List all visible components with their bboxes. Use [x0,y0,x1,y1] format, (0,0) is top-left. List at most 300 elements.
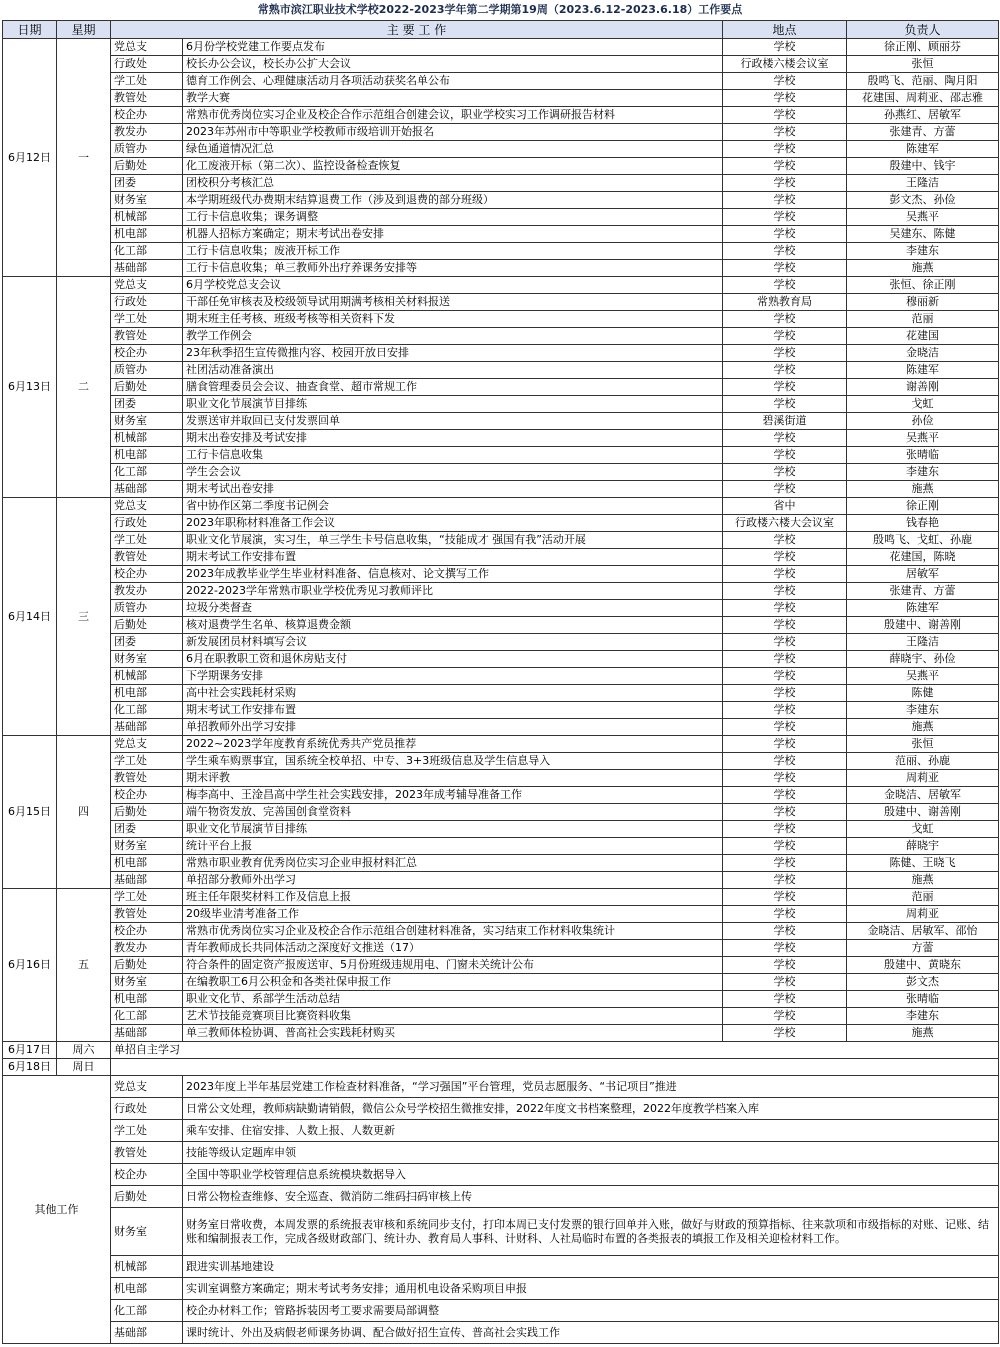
department-cell: 基础部 [111,1322,183,1344]
person-cell: 张建青、方蕾 [847,583,999,600]
task-cell: 学生会会议 [183,464,723,481]
table-row [3,634,999,651]
task-cell: 期末考试工作安排布置 [183,549,723,566]
place-cell: 学校 [723,243,847,260]
department-cell: 基础部 [111,1025,183,1042]
department-cell: 基础部 [111,260,183,277]
task-cell: 社团活动准备演出 [183,362,723,379]
task-cell: 班主任年限奖材料工作及信息上报 [183,889,723,906]
place-cell: 学校 [723,719,847,736]
header-place: 地点 [723,21,847,39]
table-row [3,770,999,787]
department-cell: 学工处 [111,311,183,328]
place-cell: 学校 [723,260,847,277]
department-cell: 党总支 [111,277,183,294]
table-row [3,277,999,294]
place-cell: 学校 [723,923,847,940]
department-cell: 校企办 [111,787,183,804]
place-cell: 学校 [723,668,847,685]
task-cell: 期末班主任考核、班级考核等相关资料下发 [183,311,723,328]
header-row [3,21,999,39]
table-row [3,719,999,736]
department-cell: 团委 [111,175,183,192]
person-cell: 戈虹 [847,821,999,838]
table-row [3,566,999,583]
department-cell: 财务室 [111,192,183,209]
date-cell: 6月12日 [3,39,57,277]
person-cell: 吴燕平 [847,209,999,226]
place-cell: 学校 [723,1008,847,1025]
task-cell: 省中协作区第二季度书记例会 [183,498,723,515]
person-cell: 孙俭 [847,413,999,430]
task-cell: 核对退费学生名单、核算退费金额 [183,617,723,634]
table-row [3,447,999,464]
person-cell: 吴建东、陈健 [847,226,999,243]
place-cell: 学校 [723,770,847,787]
person-cell: 殷建中、谢善刚 [847,804,999,821]
weekday-cell: 周日 [57,1059,111,1076]
place-cell: 学校 [723,702,847,719]
place-cell: 学校 [723,124,847,141]
department-cell: 教管处 [111,328,183,345]
weekend-task-cell [111,1059,999,1076]
department-cell: 质管办 [111,362,183,379]
department-cell: 党总支 [111,1076,183,1098]
place-cell: 行政楼六楼大会议室 [723,515,847,532]
place-cell: 学校 [723,362,847,379]
department-cell: 校企办 [111,107,183,124]
task-cell: 学生乘车购票事宜，国系统全校单招、中专、3+3班级信息及学生信息导入 [183,753,723,770]
task-cell: 新发展团员材料填写会议 [183,634,723,651]
table-row [3,260,999,277]
task-cell: 单三教师体检协调、普高社会实践耗材购买 [183,1025,723,1042]
place-cell: 学校 [723,481,847,498]
person-cell: 施燕 [847,719,999,736]
table-row [3,56,999,73]
task-cell: 常熟市优秀岗位实习企业及校企合作示范组合创建材料准备，实习结束工作材料收集统计 [183,923,723,940]
person-cell: 金晓洁、居敏军、邵怡 [847,923,999,940]
person-cell: 李建东 [847,464,999,481]
place-cell: 学校 [723,39,847,56]
department-cell: 后勤处 [111,804,183,821]
person-cell: 徐正刚、顾丽芬 [847,39,999,56]
task-cell: 校企办材料工作；管路拆装因考工要求需要局部调整 [183,1300,999,1322]
department-cell: 化工部 [111,464,183,481]
weekday-cell: 四 [57,736,111,889]
other-work-row [3,1278,999,1300]
department-cell: 教管处 [111,906,183,923]
place-cell: 学校 [723,787,847,804]
date-cell: 6月18日 [3,1059,57,1076]
place-cell: 学校 [723,838,847,855]
task-cell: 统计平台上报 [183,838,723,855]
table-row [3,328,999,345]
person-cell: 张建青、方蕾 [847,124,999,141]
table-row [3,39,999,56]
person-cell: 殷建中、黄晓东 [847,957,999,974]
person-cell: 徐正刚 [847,498,999,515]
table-row [3,294,999,311]
task-cell: 常熟市职业教育优秀岗位实习企业申报材料汇总 [183,855,723,872]
department-cell: 党总支 [111,39,183,56]
table-row [3,685,999,702]
place-cell: 学校 [723,957,847,974]
department-cell: 学工处 [111,1120,183,1142]
person-cell: 陈建军 [847,141,999,158]
task-cell: 全国中等职业学校管理信息系统模块数据导入 [183,1164,999,1186]
department-cell: 基础部 [111,872,183,889]
table-row [3,889,999,906]
task-cell: 23年秋季招生宣传微推内容、校园开放日安排 [183,345,723,362]
date-cell: 6月17日 [3,1042,57,1059]
place-cell: 学校 [723,396,847,413]
place-cell: 学校 [723,141,847,158]
person-cell: 张恒、徐正刚 [847,277,999,294]
schedule-table [2,20,999,1344]
weekday-cell: 一 [57,39,111,277]
place-cell: 学校 [723,736,847,753]
person-cell: 施燕 [847,1025,999,1042]
weekend-row [3,1042,999,1059]
department-cell: 教管处 [111,1142,183,1164]
person-cell: 谢善刚 [847,379,999,396]
task-cell: 垃圾分类督查 [183,600,723,617]
task-cell: 本学期班级代办费期末结算退费工作（涉及到退费的部分班级） [183,192,723,209]
place-cell: 学校 [723,685,847,702]
other-work-row [3,1120,999,1142]
department-cell: 化工部 [111,1300,183,1322]
department-cell: 机械部 [111,668,183,685]
place-cell: 学校 [723,617,847,634]
table-row [3,158,999,175]
person-cell: 戈虹 [847,396,999,413]
table-row [3,209,999,226]
department-cell: 行政处 [111,515,183,532]
table-row [3,872,999,889]
person-cell: 范丽 [847,311,999,328]
task-cell: 常熟市优秀岗位实习企业及校企合作示范组合创建会议，职业学校实习工作调研报告材料 [183,107,723,124]
table-row [3,515,999,532]
other-work-row [3,1256,999,1278]
place-cell: 学校 [723,277,847,294]
place-cell: 学校 [723,430,847,447]
table-row [3,532,999,549]
person-cell: 花建国 [847,328,999,345]
weekend-task-cell: 单招自主学习 [111,1042,999,1059]
department-cell: 学工处 [111,889,183,906]
task-cell: 期末出卷安排及考试安排 [183,430,723,447]
task-cell: 下学期课务安排 [183,668,723,685]
person-cell: 穆丽新 [847,294,999,311]
department-cell: 财务室 [111,413,183,430]
task-cell: 高中社会实践耗材采购 [183,685,723,702]
task-cell: 乘车安排、住宿安排、人数上报、人数更新 [183,1120,999,1142]
table-row [3,243,999,260]
person-cell: 周莉亚 [847,906,999,923]
task-cell: 财务室日常收费，本周发票的系统报表审核和系统同步支付，打印本周已支付发票的银行回单并入账，做好与财政的预算指标、往来款项和市级指标的对账、记账、结账和编制报表工作，完成各级财政部门、统计办、教育局人事科、计财科、人社局临时布置的各类报表的填报工作及相关迎检材料工作。 [183,1208,999,1256]
task-cell: 期末考试工作安排布置 [183,702,723,719]
department-cell: 财务室 [111,651,183,668]
place-cell: 学校 [723,379,847,396]
department-cell: 校企办 [111,1164,183,1186]
place-cell: 学校 [723,107,847,124]
other-work-label: 其他工作 [3,1076,111,1344]
other-work-row [3,1076,999,1098]
place-cell: 学校 [723,464,847,481]
task-cell: 符合条件的固定资产报废送审、5月份班级违规用电、门窗未关统计公布 [183,957,723,974]
place-cell: 碧溪街道 [723,413,847,430]
task-cell: 化工废液开标（第二次）、监控设备检查恢复 [183,158,723,175]
table-row [3,379,999,396]
task-cell: 工行卡信息收集 [183,447,723,464]
table-row [3,498,999,515]
table-row [3,753,999,770]
department-cell: 基础部 [111,481,183,498]
table-row [3,124,999,141]
person-cell: 殷鸣飞、戈虹、孙鹿 [847,532,999,549]
header-weekday: 星期 [57,21,111,39]
table-row [3,90,999,107]
other-work-row [3,1142,999,1164]
task-cell: 教学工作例会 [183,328,723,345]
task-cell: 工行卡信息收集；课务调整 [183,209,723,226]
task-cell: 团校积分考核汇总 [183,175,723,192]
weekday-cell: 五 [57,889,111,1042]
department-cell: 教发办 [111,940,183,957]
department-cell: 机电部 [111,226,183,243]
department-cell: 教管处 [111,90,183,107]
department-cell: 校企办 [111,566,183,583]
table-row [3,549,999,566]
place-cell: 学校 [723,311,847,328]
place-cell: 学校 [723,940,847,957]
date-cell: 6月14日 [3,498,57,736]
person-cell: 张恒 [847,736,999,753]
table-row [3,804,999,821]
task-cell: 职业文化节展演节目排练 [183,821,723,838]
task-cell: 6月份学校党建工作要点发布 [183,39,723,56]
task-cell: 6月学校党总支会议 [183,277,723,294]
person-cell: 施燕 [847,481,999,498]
department-cell: 学工处 [111,753,183,770]
table-row [3,345,999,362]
person-cell: 居敏军 [847,566,999,583]
place-cell: 学校 [723,1025,847,1042]
person-cell: 钱春艳 [847,515,999,532]
task-cell: 期末考试出卷安排 [183,481,723,498]
department-cell: 机电部 [111,1278,183,1300]
person-cell: 张晴临 [847,991,999,1008]
place-cell: 学校 [723,345,847,362]
other-work-row [3,1300,999,1322]
header-person: 负责人 [847,21,999,39]
task-cell: 实训室调整方案确定；期末考试考务安排；通用机电设备采购项目申报 [183,1278,999,1300]
place-cell: 学校 [723,821,847,838]
person-cell: 彭文杰、孙俭 [847,192,999,209]
table-row [3,73,999,90]
schedule-page [2,0,998,1344]
department-cell: 后勤处 [111,617,183,634]
place-cell: 学校 [723,192,847,209]
department-cell: 后勤处 [111,379,183,396]
table-row [3,821,999,838]
person-cell: 花建国、周莉亚、邵志雅 [847,90,999,107]
person-cell: 王隆洁 [847,175,999,192]
place-cell: 学校 [723,753,847,770]
task-cell: 工行卡信息收集；废液开标工作 [183,243,723,260]
department-cell: 团委 [111,821,183,838]
task-cell: 单招部分教师外出学习 [183,872,723,889]
person-cell: 殷建中、钱宇 [847,158,999,175]
department-cell: 学工处 [111,73,183,90]
person-cell: 彭文杰 [847,974,999,991]
place-cell: 学校 [723,73,847,90]
department-cell: 财务室 [111,838,183,855]
place-cell: 学校 [723,175,847,192]
table-row [3,974,999,991]
department-cell: 机械部 [111,1256,183,1278]
place-cell: 学校 [723,158,847,175]
task-cell: 2022~2023学年度教育系统优秀共产党员推荐 [183,736,723,753]
department-cell: 化工部 [111,1008,183,1025]
department-cell: 校企办 [111,345,183,362]
person-cell: 王隆洁 [847,634,999,651]
task-cell: 2023年苏州市中等职业学校教师市级培训开始报名 [183,124,723,141]
task-cell: 期末评教 [183,770,723,787]
department-cell: 团委 [111,396,183,413]
department-cell: 机电部 [111,991,183,1008]
task-cell: 干部任免审核表及校级领导试用期满考核相关材料报送 [183,294,723,311]
person-cell: 金晓洁、居敏军 [847,787,999,804]
task-cell: 课时统计、外出及病假老师课务协调、配合做好招生宣传、普高社会实践工作 [183,1322,999,1344]
place-cell: 学校 [723,889,847,906]
weekend-row [3,1059,999,1076]
department-cell: 机电部 [111,855,183,872]
person-cell: 吴燕平 [847,668,999,685]
department-cell: 机械部 [111,430,183,447]
department-cell: 机械部 [111,209,183,226]
department-cell: 后勤处 [111,1186,183,1208]
person-cell: 陈健、王晓飞 [847,855,999,872]
person-cell: 李建东 [847,702,999,719]
place-cell: 学校 [723,90,847,107]
task-cell: 艺术节技能竞赛项目比赛资料收集 [183,1008,723,1025]
person-cell: 施燕 [847,260,999,277]
department-cell: 化工部 [111,243,183,260]
table-row [3,736,999,753]
department-cell: 财务室 [111,974,183,991]
task-cell: 2023年成教毕业学生毕业材料准备、信息核对、论文撰写工作 [183,566,723,583]
department-cell: 学工处 [111,532,183,549]
person-cell: 薛晓宇 [847,838,999,855]
task-cell: 2023年职称材料准备工作会议 [183,515,723,532]
department-cell: 校企办 [111,923,183,940]
place-cell: 学校 [723,600,847,617]
place-cell: 学校 [723,872,847,889]
task-cell: 单招教师外出学习安排 [183,719,723,736]
task-cell: 2022-2023学年常熟市职业学校优秀见习教师评比 [183,583,723,600]
place-cell: 学校 [723,855,847,872]
person-cell: 张恒 [847,56,999,73]
task-cell: 技能等级认定题库申领 [183,1142,999,1164]
person-cell: 张晴临 [847,447,999,464]
task-cell: 职业文化节展演，实习生，单三学生卡号信息收集，“技能成才 强国有我”活动开展 [183,532,723,549]
person-cell: 花建国，陈晓 [847,549,999,566]
person-cell: 殷建中、谢善刚 [847,617,999,634]
weekday-cell: 周六 [57,1042,111,1059]
place-cell: 学校 [723,583,847,600]
table-row [3,651,999,668]
task-cell: 6月在职教职工资和退休房贴支付 [183,651,723,668]
table-row [3,464,999,481]
department-cell: 行政处 [111,294,183,311]
place-cell: 学校 [723,906,847,923]
table-row [3,600,999,617]
department-cell: 质管办 [111,600,183,617]
task-cell: 德育工作例会、心理健康活动月各项活动获奖名单公布 [183,73,723,90]
place-cell: 学校 [723,209,847,226]
task-cell: 端午物资发放、完善国创食堂资料 [183,804,723,821]
department-cell: 行政处 [111,56,183,73]
table-row [3,430,999,447]
department-cell: 财务室 [111,1208,183,1256]
date-cell: 6月13日 [3,277,57,498]
table-row [3,413,999,430]
person-cell: 李建东 [847,243,999,260]
place-cell: 省中 [723,498,847,515]
department-cell: 基础部 [111,719,183,736]
task-cell: 绿色通道情况汇总 [183,141,723,158]
table-row [3,617,999,634]
task-cell: 青年教师成长共同体活动之深度好文推送（17） [183,940,723,957]
place-cell: 学校 [723,634,847,651]
place-cell: 学校 [723,566,847,583]
date-cell: 6月15日 [3,736,57,889]
person-cell: 李建东 [847,1008,999,1025]
table-row [3,583,999,600]
task-cell: 教学大赛 [183,90,723,107]
place-cell: 学校 [723,651,847,668]
task-cell: 职业文化节展演节目排练 [183,396,723,413]
other-work-row [3,1186,999,1208]
other-work-row [3,1098,999,1120]
header-date: 日期 [3,21,57,39]
task-cell: 日常公物检查维修、安全巡查、微消防二维码扫码审核上传 [183,1186,999,1208]
department-cell: 党总支 [111,736,183,753]
person-cell: 范丽 [847,889,999,906]
table-row [3,192,999,209]
place-cell: 行政楼六楼会议室 [723,56,847,73]
department-cell: 机电部 [111,447,183,464]
table-row [3,702,999,719]
place-cell: 常熟教育局 [723,294,847,311]
task-cell: 膳食管理委员会会议、抽查食堂、超市常规工作 [183,379,723,396]
department-cell: 后勤处 [111,957,183,974]
person-cell: 吴燕平 [847,430,999,447]
person-cell: 陈健 [847,685,999,702]
place-cell: 学校 [723,328,847,345]
place-cell: 学校 [723,532,847,549]
table-row [3,787,999,804]
table-row [3,396,999,413]
task-cell: 2023年度上半年基层党建工作检查材料准备，“学习强国”平台管理，党员志愿服务、“书记项目”推进 [183,1076,999,1098]
department-cell: 行政处 [111,1098,183,1120]
department-cell: 质管办 [111,141,183,158]
other-work-row [3,1164,999,1186]
other-work-row [3,1322,999,1344]
table-row [3,838,999,855]
place-cell: 学校 [723,226,847,243]
